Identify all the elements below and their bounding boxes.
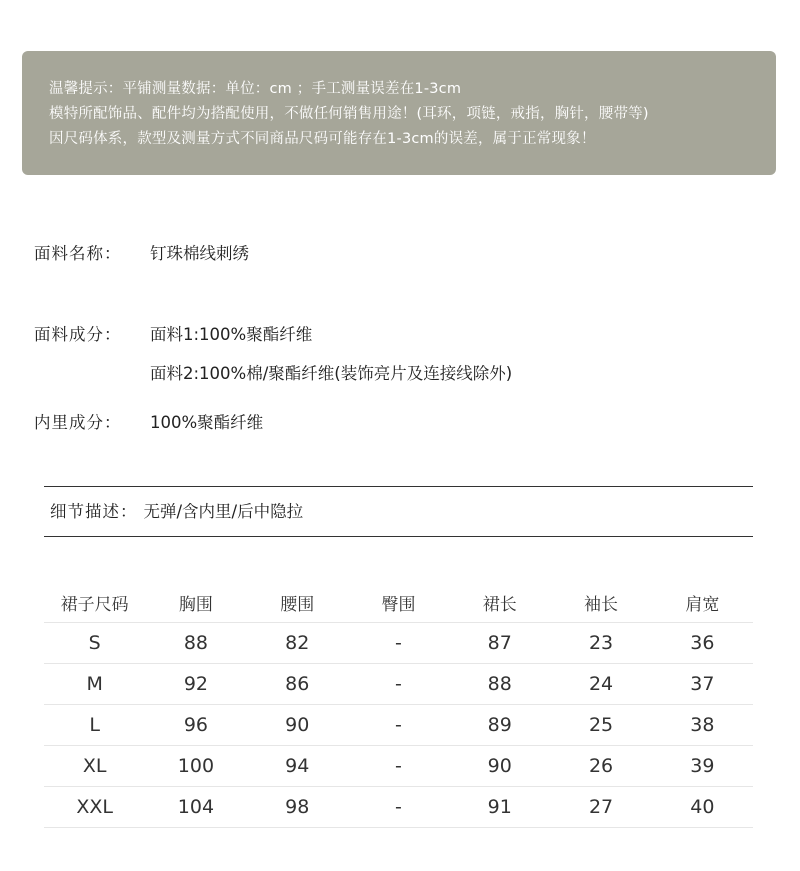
table-row [44,623,753,664]
notice-line-size-variance: 因尺码体系，款型及测量方式不同商品尺码可能存在1-3cm的误差，属于正常现象！ [49,131,596,147]
shoulder-cell: 36 [652,623,753,664]
fabric-name-row [34,240,249,264]
details-top-divider [44,486,753,487]
header-sleeve: 袖长 [550,583,651,623]
sleeve-cell: 26 [550,746,651,787]
hip-cell: - [348,746,449,787]
fabric-name-value: 钉珠棉线刺绣 [150,244,249,263]
details-label: 细节描述： [50,502,138,521]
bust-cell: 92 [145,664,246,705]
bust-cell: 96 [145,705,246,746]
hip-cell: - [348,787,449,828]
lining-composition-label: 内里成分： [34,413,122,432]
fabric-name-label: 面料名称： [34,244,122,263]
waist-cell: 98 [247,787,348,828]
fabric-composition-value-1: 面料1:100%聚酯纤维 [150,325,313,344]
header-hip: 臀围 [348,583,449,623]
lining-composition-row [34,409,263,433]
fabric-composition-value-2: 面料2:100%棉/聚酯纤维(装饰亮片及连接线除外) [150,364,513,383]
notice-line-measurement: 温馨提示：平铺测量数据：单位：cm ；手工测量误差在1-3cm [49,81,462,97]
length-cell: 91 [449,787,550,828]
size-table-header [44,583,753,623]
length-cell: 88 [449,664,550,705]
details-row [50,498,303,522]
notice-banner [22,51,776,175]
waist-cell: 94 [247,746,348,787]
table-row [44,746,753,787]
sleeve-cell: 23 [550,623,651,664]
header-bust: 胸围 [145,583,246,623]
bust-cell: 104 [145,787,246,828]
shoulder-cell: 38 [652,705,753,746]
notice-line-accessories: 模特所配饰品、配件均为搭配使用，不做任何销售用途！(耳环，项链，戒指，胸针，腰带等) [49,106,649,122]
waist-cell: 86 [247,664,348,705]
sleeve-cell: 27 [550,787,651,828]
waist-cell: 82 [247,623,348,664]
hip-cell: - [348,623,449,664]
length-cell: 87 [449,623,550,664]
waist-cell: 90 [247,705,348,746]
shoulder-cell: 39 [652,746,753,787]
fabric-composition-label: 面料成分： [34,325,122,344]
details-value: 无弹/含内里/后中隐拉 [143,502,304,521]
bust-cell: 100 [145,746,246,787]
size-cell: XL [44,746,145,787]
header-size: 裙子尺码 [44,583,145,623]
sleeve-cell: 24 [550,664,651,705]
length-cell: 90 [449,746,550,787]
hip-cell: - [348,705,449,746]
details-bottom-divider [44,536,753,537]
header-length: 裙长 [449,583,550,623]
length-cell: 89 [449,705,550,746]
hip-cell: - [348,664,449,705]
header-waist: 腰围 [247,583,348,623]
sleeve-cell: 25 [550,705,651,746]
table-row [44,705,753,746]
bust-cell: 88 [145,623,246,664]
header-shoulder: 肩宽 [652,583,753,623]
table-row [44,787,753,828]
size-cell: L [44,705,145,746]
table-row [44,664,753,705]
shoulder-cell: 40 [652,787,753,828]
size-table [44,583,753,828]
fabric-composition-row [34,321,312,345]
lining-composition-value: 100%聚酯纤维 [150,413,264,432]
size-cell: M [44,664,145,705]
size-cell: XXL [44,787,145,828]
shoulder-cell: 37 [652,664,753,705]
size-cell: S [44,623,145,664]
